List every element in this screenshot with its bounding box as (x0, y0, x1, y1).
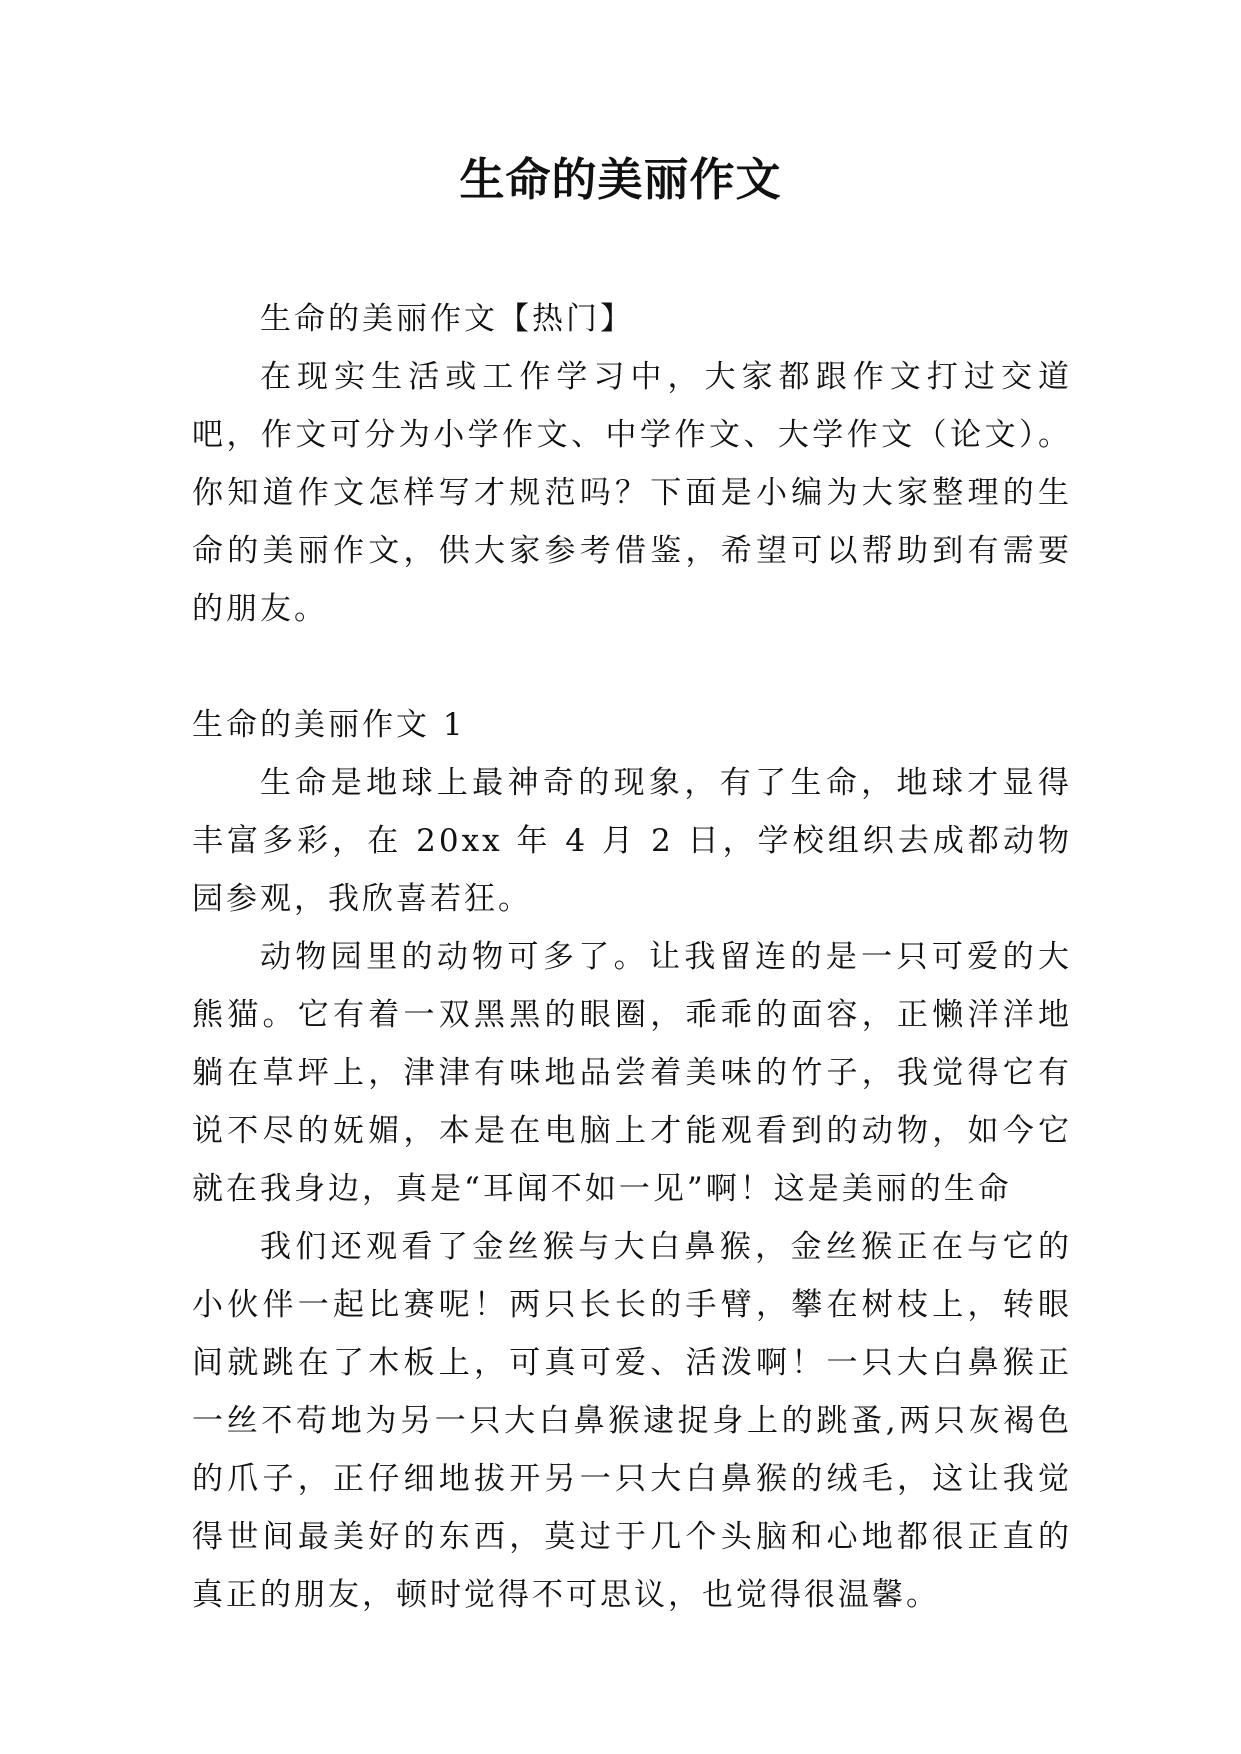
body-paragraph: 动物园里的动物可多了。让我留连的是一只可爱的大熊猫。它有着一双黑黑的眼圈，乖乖的面容，正懒洋洋地躺在草坪上，津津有味地品尝着美味的竹子，我觉得它有说不尽的妩媚，本是在电脑上才能观看到的动物，如今它就在我身边，真是“耳闻不如一见”啊！这是美丽的生命 (192, 939, 1072, 1207)
section-heading: 生命的美丽作文 1 (192, 707, 466, 743)
body-paragraph: 生命是地球上最神奇的现象，有了生命，地球才显得丰富多彩，在 20xx 年 4 月 2 日，学校组织去成都动物园参观，我欣喜若狂。 (192, 765, 1072, 917)
section-spacer (192, 638, 1072, 696)
body-paragraph: 我们还观看了金丝猴与大白鼻猴，金丝猴正在与它的小伙伴一起比赛呢！两只长长的手臂，攀在树枝上，转眼间就跳在了木板上，可真可爱、活泼啊！一只大白鼻猴正一丝不苟地为另一只大白鼻猴逮捉身上的跳蚤,两只灰褐色的爪子，正仔细地拔开另一只大白鼻猴的绒毛，这让我觉得世间最美好的东西，莫过于几个头脑和心地都很正直的真正的朋友，顿时觉得不可思议，也觉得很温馨。 (192, 1229, 1072, 1613)
document-body (192, 290, 1072, 1624)
intro-paragraph: 在现实生活或工作学习中，大家都跟作文打过交道吧，作文可分为小学作文、中学作文、大学作文（论文）。你知道作文怎样写才规范吗？下面是小编为大家整理的生命的美丽作文，供大家参考借鉴，希望可以帮助到有需要的朋友。 (192, 359, 1072, 627)
document-subtitle: 生命的美丽作文【热门】 (260, 301, 634, 337)
document-title: 生命的美丽作文 (459, 153, 782, 206)
